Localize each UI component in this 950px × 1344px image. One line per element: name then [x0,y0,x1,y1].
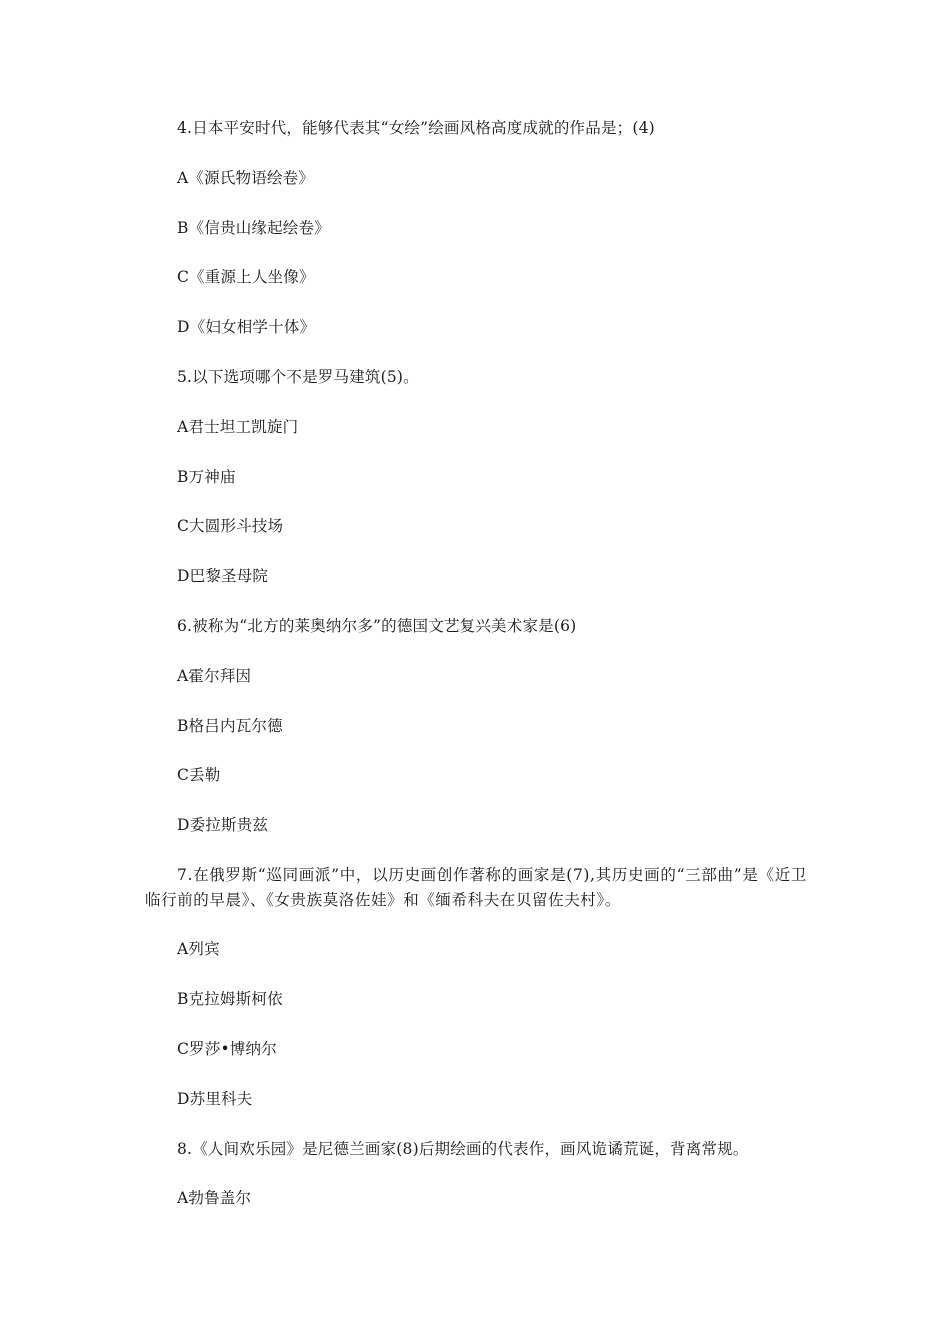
question-4-option-a: A《源氏物语绘卷》 [177,169,314,187]
question-8-stem: 8.《人间欢乐园》是尼德兰画家(8)后期绘画的代表作，画风诡谲荒诞，背离常规。 [177,1140,749,1158]
question-7-option-b: B克拉姆斯柯依 [177,990,283,1008]
question-6-option-b: B格吕内瓦尔德 [177,717,283,735]
question-6-stem: 6.被称为“北方的莱奥纳尔多”的德国文艺复兴美术家是(6) [177,617,577,635]
question-6-option-a: A霍尔拜因 [177,667,252,685]
question-6-option-d: D委拉斯贵兹 [177,816,269,834]
question-7-option-c: C罗莎•博纳尔 [177,1040,277,1058]
question-5-option-d: D巴黎圣母院 [177,567,269,585]
question-5-option-b: B万神庙 [177,468,236,486]
question-7-stem: 7.在俄罗斯“巡同画派”中，以历史画创作著称的画家是(7),其历史画的“三部曲”是《近卫临行前的早晨》、《女贵族莫洛佐娃》和《缅希科夫在贝留佐夫村》。 [145,866,807,909]
question-4-stem: 4.日本平安时代，能够代表其“女绘”绘画风格高度成就的作品是；(4) [177,119,655,137]
question-8-option-a: A勃鲁盖尔 [177,1189,252,1207]
question-6-option-c: C丢勒 [177,766,221,784]
question-4-option-c: C《重源上人坐像》 [177,268,315,286]
question-7-option-d: D苏里科夫 [177,1090,253,1108]
question-5-option-a: A君士坦工凯旋门 [177,418,299,436]
question-4-option-d: D《妇女相学十体》 [177,318,316,336]
question-5-stem: 5.以下选项哪个不是罗马建筑(5)。 [177,368,419,386]
question-4-option-b: B《信贵山缘起绘卷》 [177,219,330,237]
question-5-option-c: C大圆形斗技场 [177,517,284,535]
question-7-option-a: A列宾 [177,940,220,958]
